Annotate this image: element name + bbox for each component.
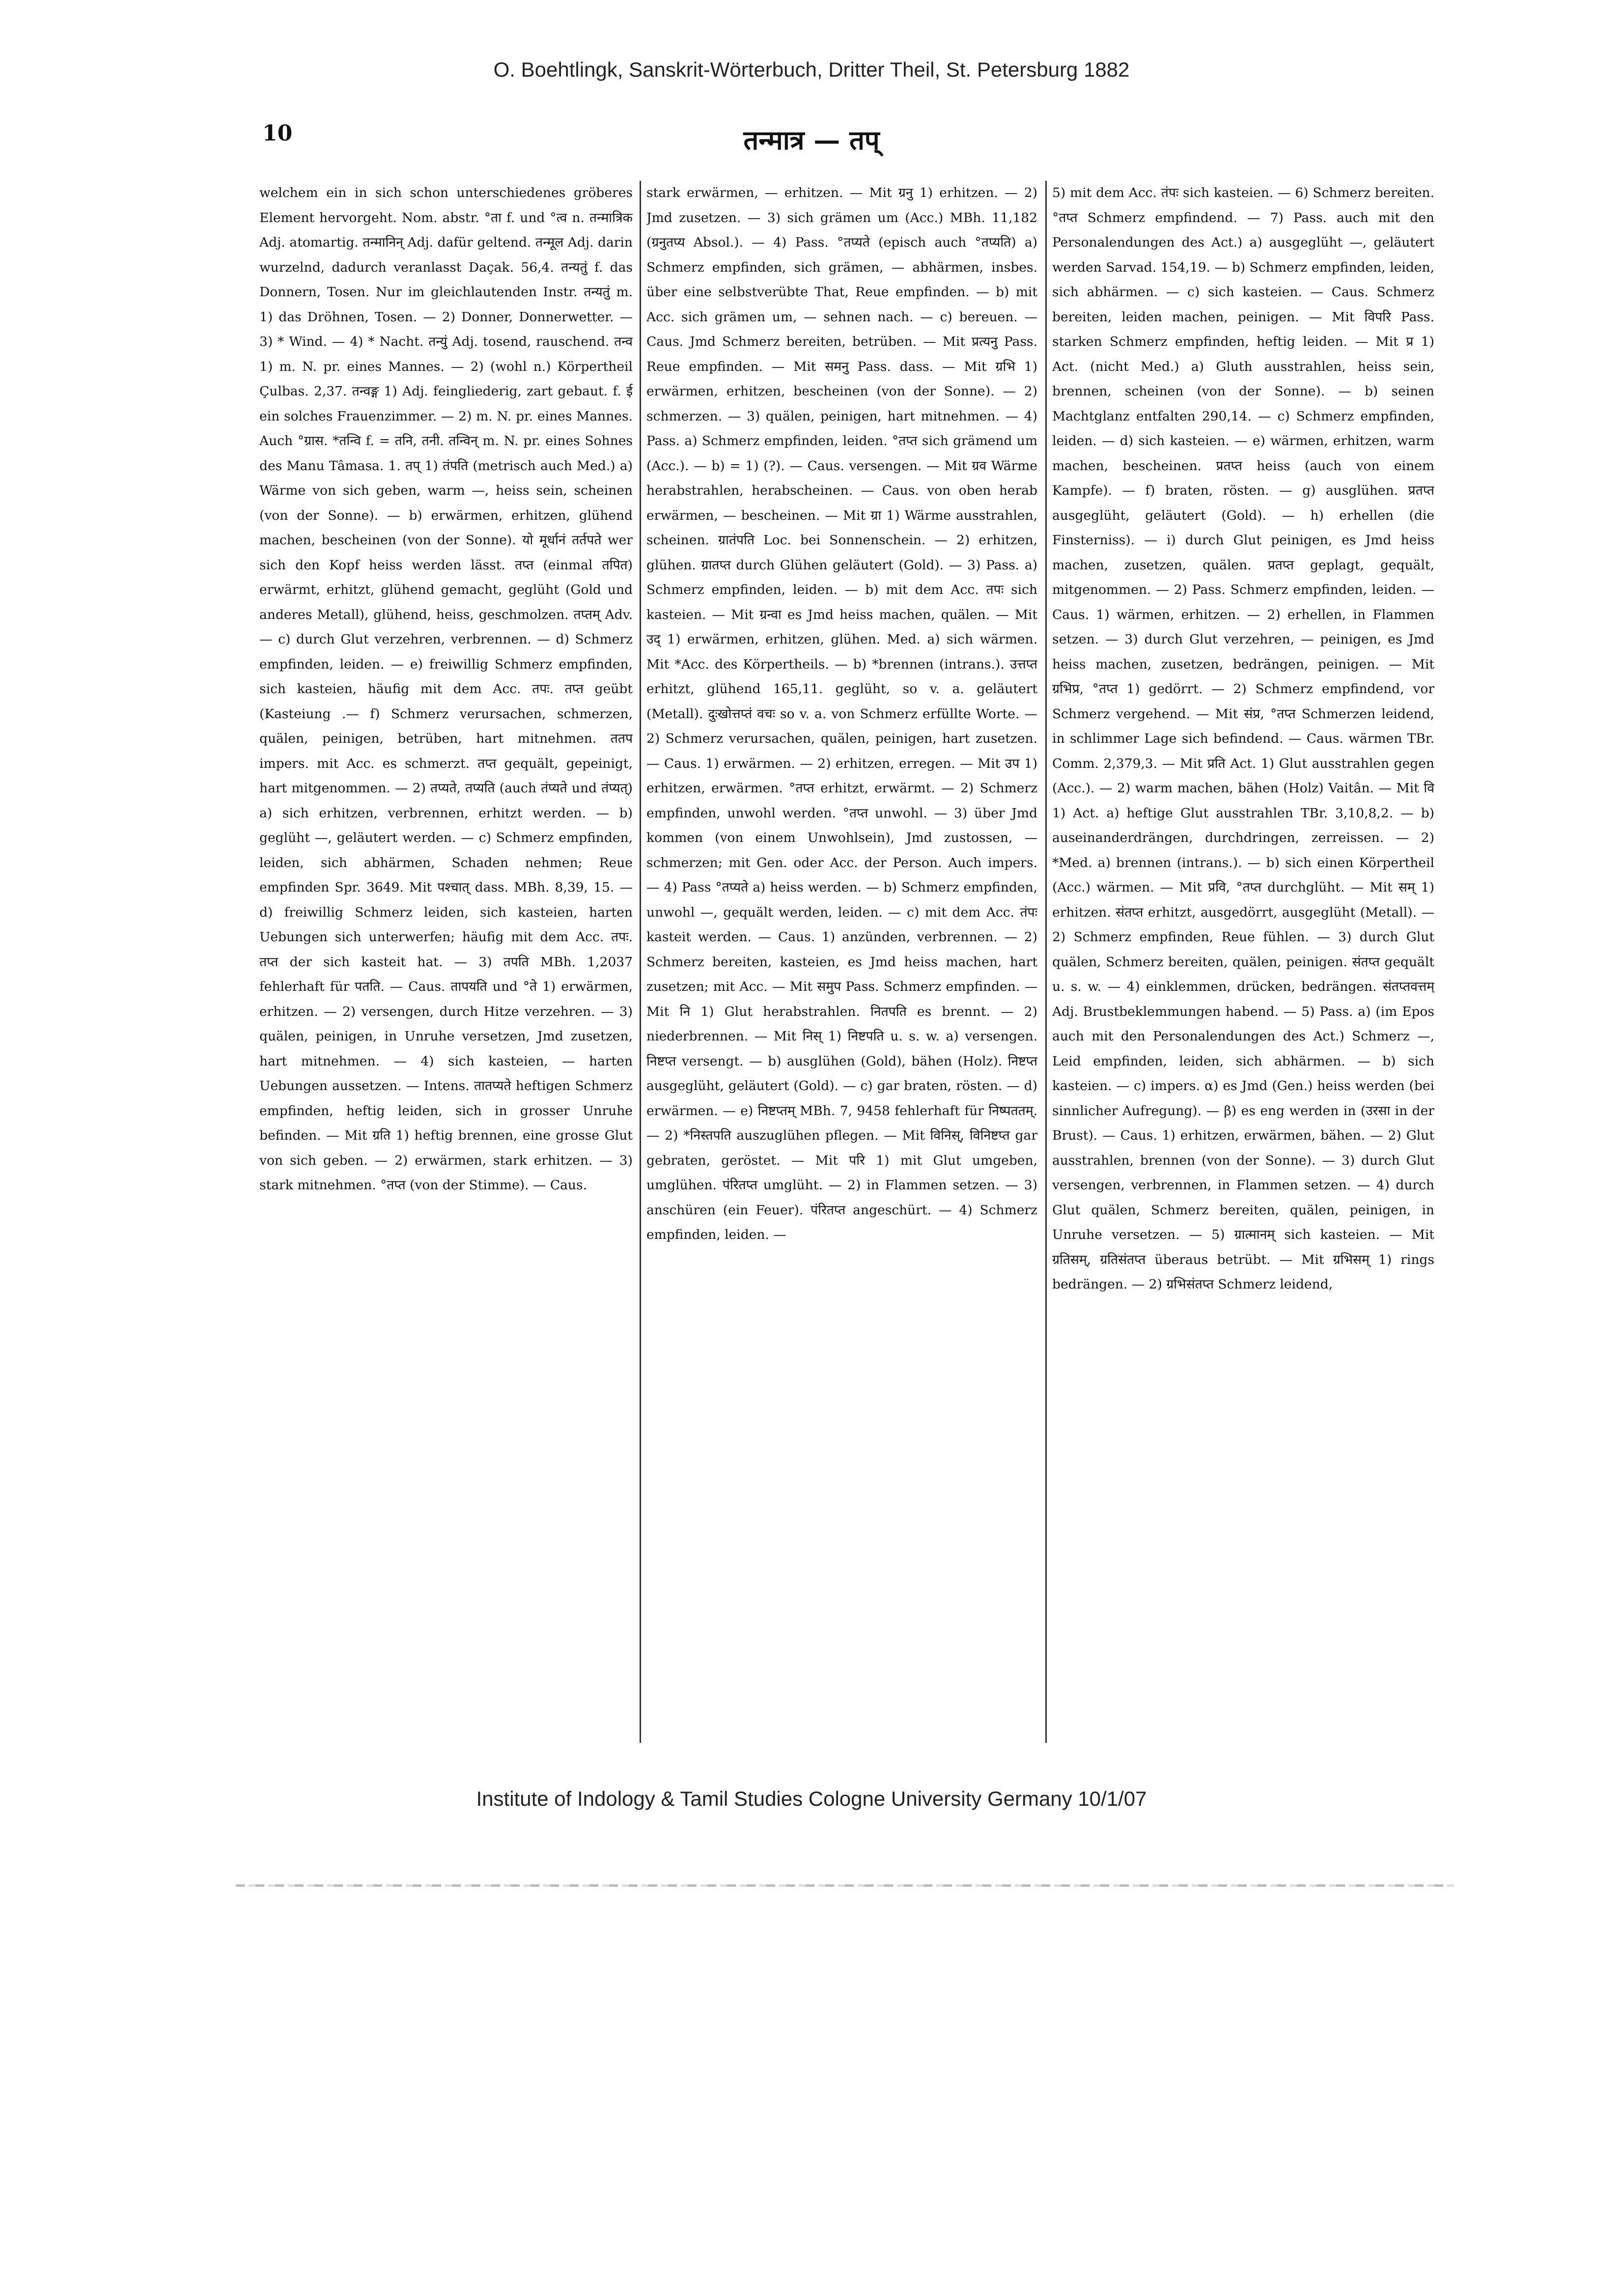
page-number: 10 <box>262 121 293 146</box>
column-divider <box>640 181 641 1743</box>
column-middle-text: stark erwärmen, — erhitzen. — Mit ग्रनु 1) erhitzen. — 2) Jmd zusetzen. — 3) sich grämen um (Acc.) MBh. 11,182 (ग्रनुतप्य Absol.). — 4) Pass. °तप्यते (episch auch °तप्यति) a) Schmerz empfinden, sich grämen, — abhärmen, insbes. über eine selbstverübte That, Reue empfinden. — b) mit Acc. sich grämen um, — sehnen nach. — c) bereuen. — Caus. Jmd Schmerz bereiten, betrüben. — Mit प्रत्यनु Pass. Reue empfinden. — Mit समनु Pass. dass. — Mit ग्रभि 1) erwärmen, erhitzen, bescheinen (von der Sonne). — 2) schmerzen. — 3) quälen, peinigen, hart mitnehmen. — 4) Pass. a) Schmerz empfinden, leiden. °तप्त sich grämend um (Acc.). — b) = 1) (?). — Caus. versengen. — Mit ग्रव Wärme herabstrahlen, herabscheinen. — Caus. von oben herab erwärmen, — bescheinen. — Mit ग्रा 1) Wärme ausstrahlen, scheinen. ग्रातंपति Loc. bei Sonnenschein. — 2) erhitzen, glühen. ग्रातप्त durch Glühen geläutert (Gold). — 3) Pass. a) Schmerz empfinden, leiden. — b) mit dem Acc. तपः sich kasteien. — Mit ग्रन्वा es Jmd heiss machen, quälen. — Mit उद् 1) erwärmen, erhitzen, glühen. Med. a) sich wärmen. Mit *Acc. des Körpertheils. — b) *brennen (intrans.). उत्तप्त erhitzt, glühend 165,11. geglüht, so v. a. geläutert (Metall). दुःखोत्तप्तं वचः so v. a. von Schmerz erfüllte Worte. — 2) Schmerz verursachen, quälen, peinigen, hart zusetzen. — Caus. 1) erwärmen. — 2) erhitzen, erregen. — Mit उप 1) erhitzen, erwärmen. °तप्त erhitzt, erwärmt. — 2) Schmerz empfinden, unwohl werden. °तप्त unwohl. — 3) über Jmd kommen (von einem Unwohlsein), Jmd zustossen, — schmerzen; mit Gen. oder Acc. der Person. Auch impers. — 4) Pass °तप्यते a) heiss werden. — b) Schmerz empfinden, unwohl —, gequält werden, leiden. — c) mit dem Acc. तंपः kasteit werden. — Caus. 1) anzünden, verbrennen. — 2) Schmerz bereiten, kasteien, es Jmd heiss machen, hart zusetzen; mit Acc. — Mit समुप Pass. Schmerz empfinden. — Mit नि 1) Glut herabstrahlen. नितपति es brennt. — 2) niederbrennen. — Mit निस् 1) निष्टपति u. s. w. a) versengen. निष्टप्त versengt. — b) ausglühen (Gold), bähen (Holz). निष्टप्त ausgeglüht, geläutert (Gold). — c) gar braten, rösten. — d) erwärmen. — e) निष्टप्तम् MBh. 7, 9458 fehlerhaft für निष्पततम्. — 2) *निस्तपति auszuglühen pflegen. — Mit विनिस्, विनिष्टप्त gar gebraten, geröstet. — Mit परि 1) mit Glut umgeben, umglühen. पंरितप्त umglüht. — 2) in Flammen setzen. — 3) anschüren (ein Feuer). पंरितप्त angeschürt. — 4) Schmerz empfinden, leiden. — <box>646 185 1037 1242</box>
running-head: तन्मात्र — तप् <box>743 124 880 156</box>
dictionary-column-middle <box>646 181 1037 1743</box>
dictionary-column-left <box>259 181 633 1743</box>
column-divider <box>1045 181 1047 1743</box>
scan-edge-strip <box>236 1884 1454 1887</box>
dictionary-column-right <box>1052 181 1434 1743</box>
column-left-text: welchem ein in sich schon unterschiedenes gröberes Element hervorgeht. Nom. abstr. °ता f. und °त्व n. तन्मात्रिक Adj. atomartig. तन्मानिन् Adj. dafür geltend. तन्मूल Adj. darin wurzelnd, dadurch veranlasst Daçak. 56,4. तन्यतुं f. das Donnern, Tosen. Nur im gleichlautenden Instr. तन्यतुं m. 1) das Dröhnen, Tosen. — 2) Donner, Donnerwetter. — 3) * Wind. — 4) * Nacht. तन्युं Adj. tosend, rauschend. तन्व 1) m. N. pr. eines Mannes. — 2) (wohl n.) Körpertheil Çulbas. 2,37. तन्वङ्ग 1) Adj. feingliederig, zart gebaut. f. ई ein solches Frauenzimmer. — 2) m. N. pr. eines Mannes. Auch °ग्रास. *तन्वि f. = तनि, तनी. तन्विन् m. N. pr. eines Sohnes des Manu Tâmasa. 1. तप् 1) तंपति (metrisch auch Med.) a) Wärme von sich geben, warm —, heiss sein, scheinen (von der Sonne). — b) erwärmen, erhitzen, glühend machen, bescheinen (von der Sonne). यो मूर्धानं तर्तपते wer sich den Kopf heiss werden lässt. तप्त (einmal तपित) erwärmt, erhitzt, glühend gemacht, geglüht (Gold und anderes Metall), glühend, heiss, geschmolzen. तप्तम् Adv. — c) durch Glut verzehren, verbrennen. — d) Schmerz empfinden, leiden. — e) freiwillig Schmerz empfinden, sich kasteien, häufig mit dem Acc. तपः. तप्त geübt (Kasteiung .— f) Schmerz verursachen, schmerzen, quälen, peinigen, betrüben, hart mitnehmen. ततप impers. mit Acc. es schmerzt. तप्त gequält, gepeinigt, hart mitgenommen. — 2) तप्यते, तप्यति (auch तंप्यते und तंप्यत्) a) sich erhitzen, verbrennen, erhitzt werden. — b) geglüht —, geläutert werden. — c) Schmerz empfinden, leiden, sich abhärmen, Schaden nehmen; Reue empfinden Spr. 3649. Mit पश्चात् dass. MBh. 8,39, 15. — d) freiwillig Schmerz leiden, sich kasteien, harten Uebungen sich unterwerfen; häufig mit dem Acc. तपः. तप्त der sich kasteit hat. — 3) तपति MBh. 1,2037 fehlerhaft für पतति. — Caus. तापयति und °ते 1) erwärmen, erhitzen. — 2) versengen, durch Hitze verzehren. — 3) quälen, peinigen, in Unruhe versetzen, Jmd zusetzen, hart mitnehmen. — 4) sich kasteien, — harten Uebungen aussetzen. — Intens. तातप्यते heftigen Schmerz empfinden, heftig leiden, sich in grosser Unruhe befinden. — Mit ग्रति 1) heftig brennen, eine grosse Glut von sich geben. — 2) erwärmen, stark erhitzen. — 3) stark mitnehmen. °तप्त (von der Stimme). — Caus. <box>259 185 633 1193</box>
source-header: O. Boehtlingk, Sanskrit-Wörterbuch, Dritter Theil, St. Petersburg 1882 <box>493 58 1130 81</box>
column-right-text: 5) mit dem Acc. तंपः sich kasteien. — 6) Schmerz bereiten. °तप्त Schmerz empfindend. — 7) Pass. auch mit den Personalendungen des Act.) a) ausgeglüht —, geläutert werden Sarvad. 154,19. — b) Schmerz empfinden, leiden, sich abhärmen. — c) sich kasteien. — Caus. Schmerz bereiten, leiden machen, peinigen. — Mit विपरि Pass. starken Schmerz empfinden, heftig leiden. — Mit प्र 1) Act. (nicht Med.) a) Gluth ausstrahlen, heiss sein, brennen, scheinen (von der Sonne). — b) seinen Machtglanz entfalten 290,14. — c) Schmerz empfinden, leiden. — d) sich kasteien. — e) wärmen, erhitzen, warm machen, bescheinen. प्रतप्त heiss (auch von einem Kampfe). — f) braten, rösten. — g) ausglühen. प्रतप्त ausgeglüht, geläutert (Gold). — h) erhellen (die Finsterniss). — i) durch Glut peinigen, es Jmd heiss machen, zusetzen, quälen. प्रतप्त geplagt, gequält, mitgenommen. — 2) Pass. Schmerz empfinden, leiden. — Caus. 1) wärmen, erhitzen. — 2) erhellen, in Flammen setzen. — 3) durch Glut verzehren, — peinigen, es Jmd heiss machen, zusetzen, bedrängen, peinigen. — Mit ग्रभिप्र, °तप्त 1) gedörrt. — 2) Schmerz empfindend, vor Schmerz vergehend. — Mit संप्र, °तप्त Schmerzen leidend, in schlimmer Lage sich befindend. — Caus. wärmen TBr. Comm. 2,379,3. — Mit प्रति Act. 1) Glut ausstrahlen gegen (Acc.). — 2) warm machen, bähen (Holz) Vaitân. — Mit वि 1) Act. a) heftige Glut ausstrahlen TBr. 3,10,8,2. — b) auseinanderdrängen, durchdringen, zerreissen. — 2) *Med. a) brennen (intrans.). — b) sich einen Körpertheil (Acc.) wärmen. — Mit प्रवि, °तप्त durchglüht. — Mit सम् 1) erhitzen. संतप्त erhitzt, ausgedörrt, ausgeglüht (Metall). — 2) Schmerz empfinden, Reue fühlen. — 3) durch Glut quälen, Schmerz bereiten, quälen, peinigen. संतप्त gequält u. s. w. — 4) einklemmen, drücken, bedrängen. संतप्तवत्तम् Adj. Brustbeklemmungen habend. — 5) Pass. a) (im Epos auch mit den Personalendungen des Act.) Schmerz —, Leid empfinden, leiden, sich abhärmen. — b) sich kasteien. — c) impers. α) es Jmd (Gen.) heiss werden (bei sinnlicher Aufregung). — β) es eng werden in (उरसा in der Brust). — Caus. 1) erhitzen, erwärmen, bähen. — 2) Glut ausstrahlen, brennen (von der Sonne). — 3) durch Glut versengen, verbrennen, in Flammen setzen. — 4) durch Glut quälen, Schmerz bereiten, quälen, peinigen, in Unruhe versetzen. — 5) ग्रात्मानम् sich kasteien. — Mit ग्रतिसम्, ग्रतिसंतप्त überaus betrübt. — Mit ग्रभिसम् 1) rings bedrängen. — 2) ग्रभिसंतप्त Schmerz leidend, <box>1052 185 1434 1292</box>
footer-credit: Institute of Indology & Tamil Studies Cologne University Germany 10/1/07 <box>476 1787 1147 1810</box>
